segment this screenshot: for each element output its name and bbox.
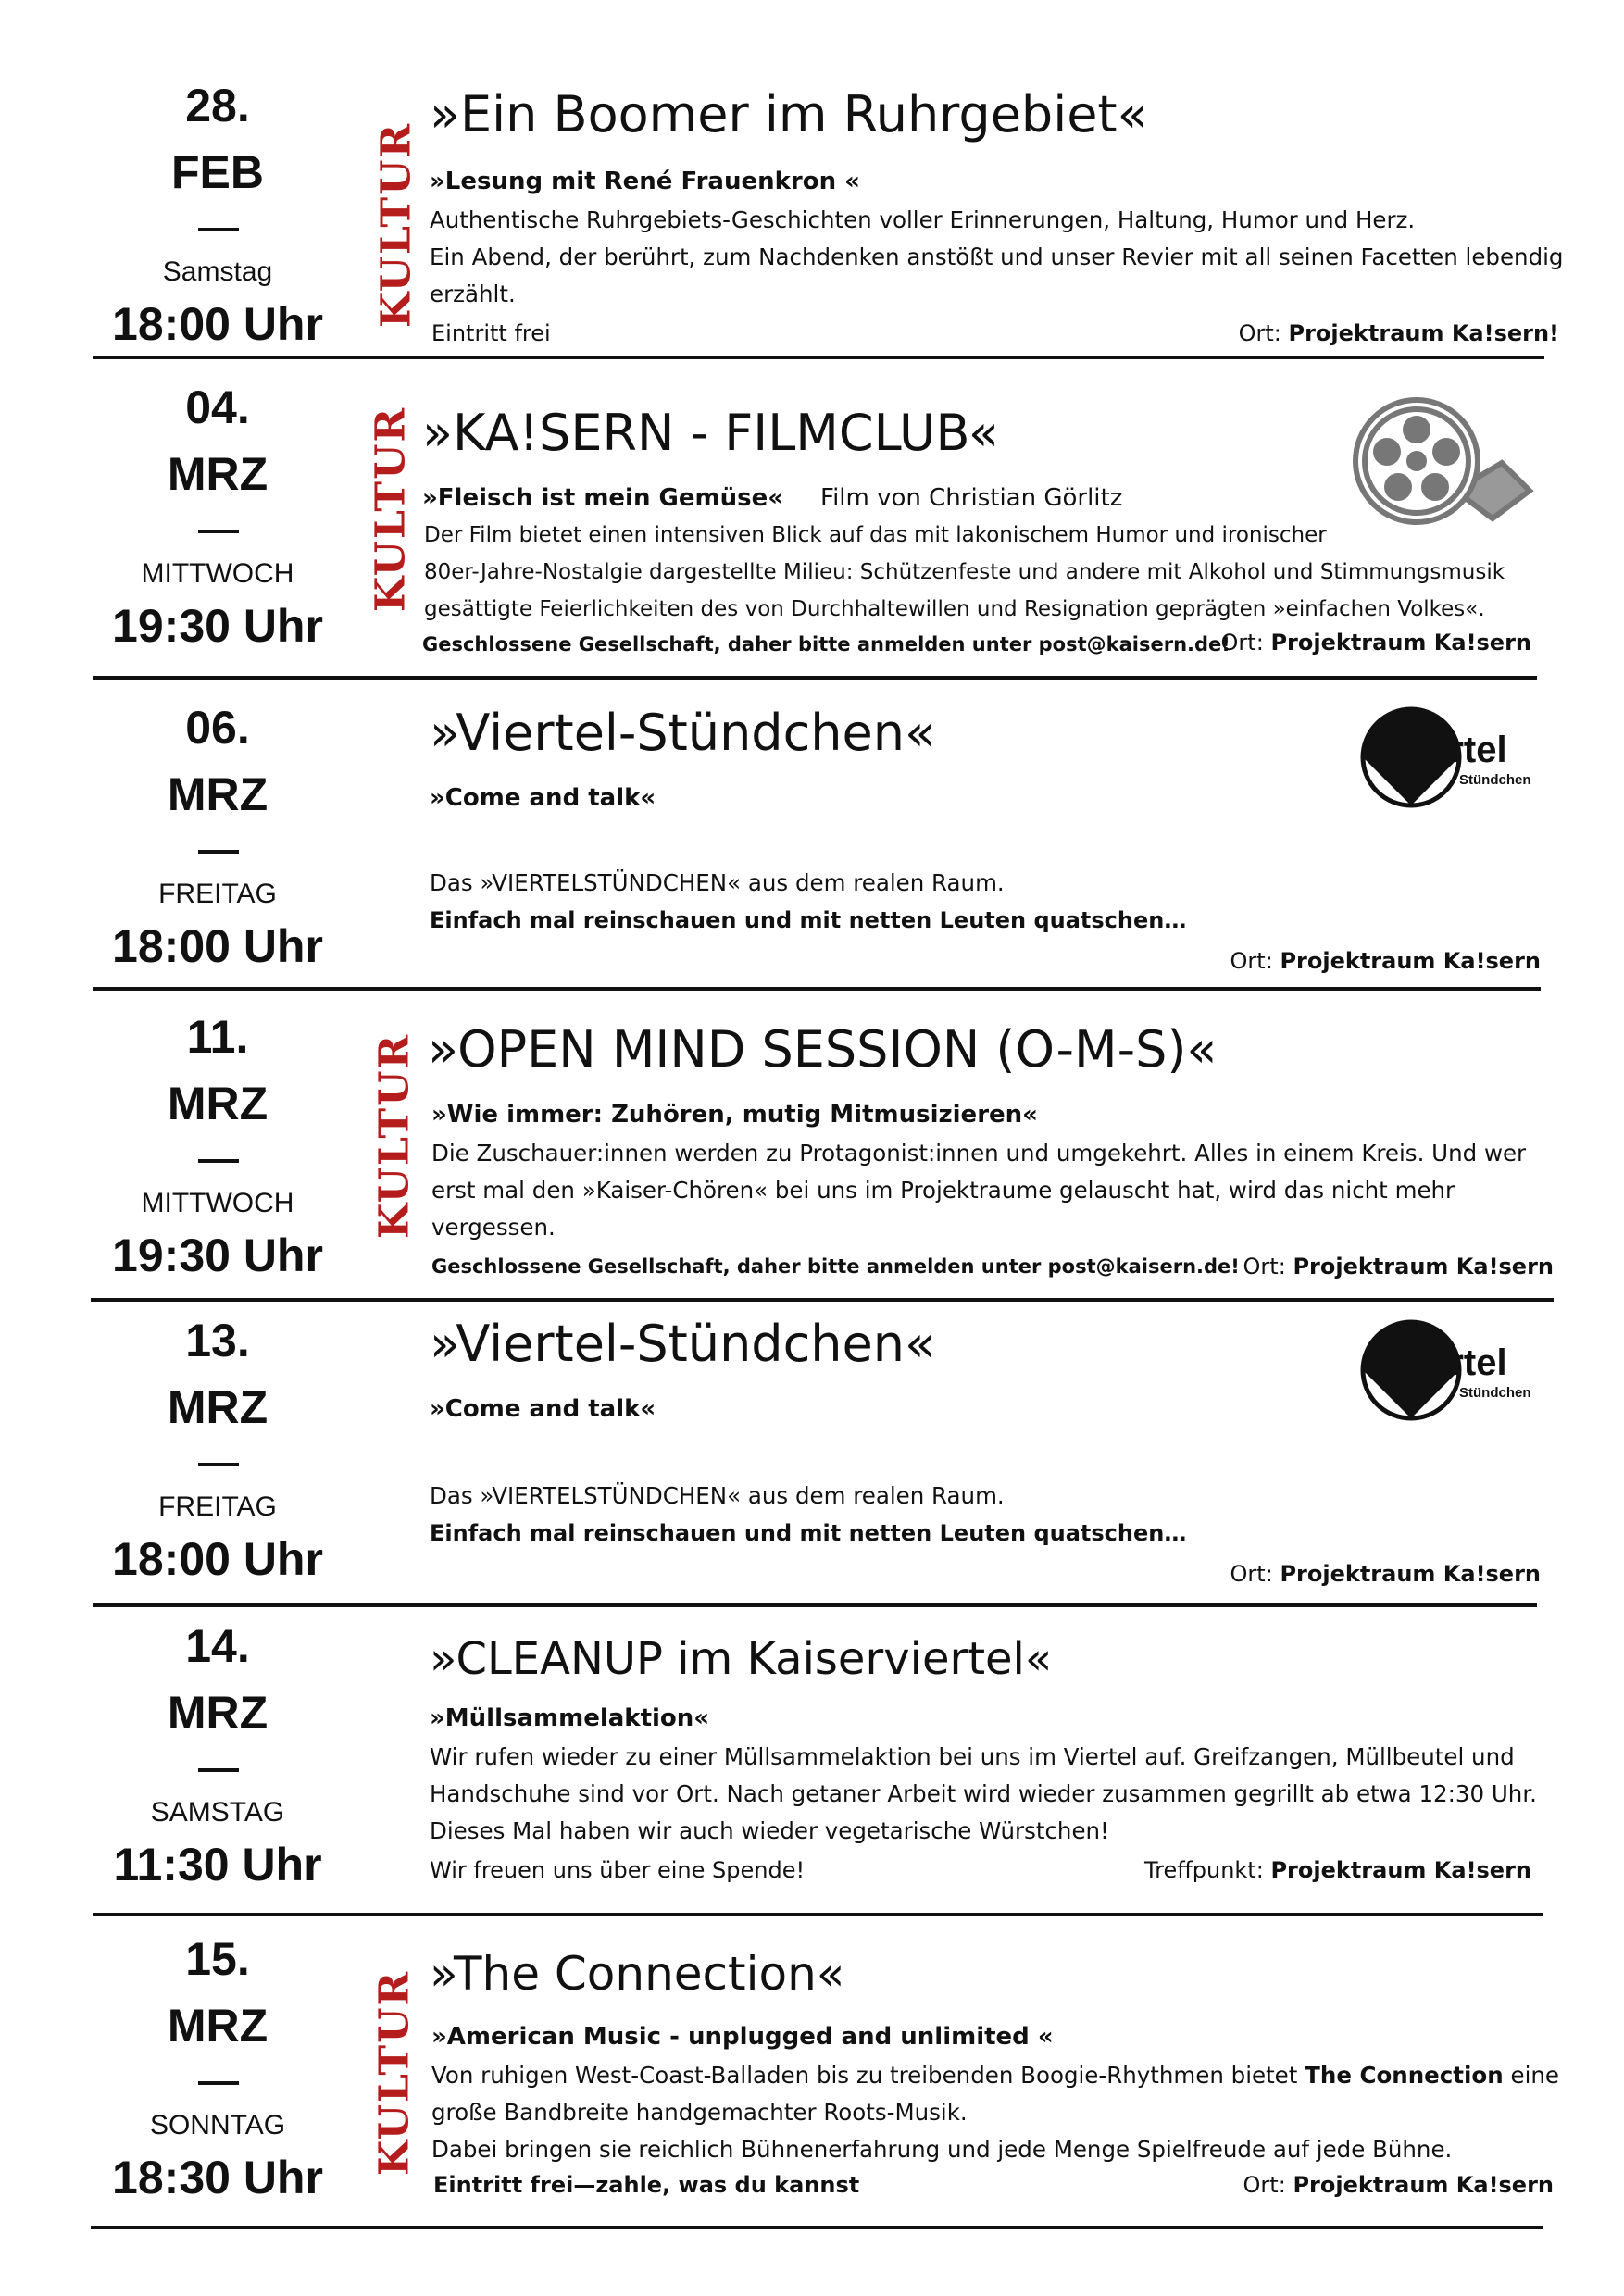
- event-location: Ort: Projektraum Ka!sern: [1243, 1254, 1554, 1279]
- event-month: MRZ: [167, 768, 269, 820]
- event-subtitle: »Fleisch ist mein Gemüse« Film von Christian Görlitz: [422, 484, 1123, 512]
- event-date: [93, 1307, 343, 1587]
- dash-divider: [93, 1137, 343, 1181]
- event-time: 18:00 Uhr: [112, 1533, 323, 1585]
- dash-divider: [93, 507, 343, 552]
- event-footer: Eintritt frei—zahle, was du kannst: [433, 2172, 860, 2198]
- logo-word: iertel: [1418, 730, 1507, 770]
- event-date: [93, 374, 343, 654]
- event-subtitle: »Come and talk«: [430, 1395, 656, 1423]
- event-title: »The Connection«: [430, 1947, 845, 2001]
- event-day: 04.: [185, 381, 250, 433]
- event-day: 28.: [185, 80, 250, 131]
- event-title: »Viertel-Stündchen«: [430, 704, 935, 762]
- separator-line: [93, 356, 1544, 359]
- event-date: [93, 1926, 343, 2205]
- separator-line: [93, 1603, 1537, 1607]
- event-title: »OPEN MIND SESSION (O-M-S)«: [428, 1020, 1218, 1079]
- dash-divider: [93, 2059, 343, 2103]
- event-day: 13.: [185, 1315, 250, 1366]
- event-weekday: FREITAG: [158, 1491, 277, 1522]
- event-month: MRZ: [167, 2000, 269, 2052]
- event-month: MRZ: [167, 448, 269, 500]
- separator-line: [93, 676, 1537, 680]
- event-description: Das »VIERTELSTÜNDCHEN« aus dem realen Raum.: [430, 1482, 1005, 1509]
- event-footer: Einfach mal reinschauen und mit netten Leuten quatschen…: [430, 1520, 1187, 1546]
- event-subtitle: »Müllsammelaktion«: [430, 1704, 710, 1732]
- event-time: 18:30 Uhr: [112, 2152, 323, 2203]
- event-title: »Viertel-Stündchen«: [430, 1315, 935, 1373]
- event-day: 15.: [185, 1933, 250, 1985]
- separator-line: [93, 1913, 1543, 1916]
- event-time: 18:00 Uhr: [112, 298, 323, 350]
- dash-divider: [93, 1746, 343, 1791]
- event-description: Wir rufen wieder zu einer Müllsammelaktion bei uns im Viertel auf. Greifzangen, Müllbeutel und Handschuhe sind vor Ort. Nach getaner Arbeit wird wieder zusammen gegrillt ab etwa 12:30 Uhr. Dieses Mal haben wir auch wieder vegetarische Würstchen!: [430, 1743, 1537, 1844]
- event-time: 11:30 Uhr: [113, 1839, 322, 1890]
- event-footer: Geschlossene Gesellschaft, daher bitte anmelden unter post@kaisern.de!: [431, 1255, 1240, 1278]
- event-title: »CLEANUP im Kaiserviertel«: [430, 1633, 1053, 1685]
- separator-line: [91, 1298, 1554, 1302]
- viertel-stuendchen-logo: [1359, 702, 1554, 822]
- event-title: »Ein Boomer im Ruhrgebiet«: [430, 85, 1148, 144]
- event-location: Ort: Projektraum Ka!sern: [1243, 2172, 1554, 2198]
- event-date: [93, 72, 343, 352]
- event-footer: Geschlossene Gesellschaft, daher bitte anmelden unter post@kaisern.de!: [422, 633, 1230, 655]
- event-weekday: FREITAG: [158, 879, 277, 909]
- event-description: Authentische Ruhrgebiets-Geschichten voller Erinnerungen, Haltung, Humor und Herz. Ein Abend, der berührt, zum Nachdenken anstößt und unser Revier mit all seinen Facetten lebendig erzählt.: [430, 206, 1564, 307]
- event-location: Ort: Projektraum Ka!sern: [1230, 948, 1541, 974]
- event-day: 14.: [185, 1620, 250, 1672]
- event-day: 06.: [185, 702, 250, 754]
- event-subtitle: »Lesung mit René Frauenkron «: [430, 168, 860, 195]
- event-weekday: MITTWOCH: [141, 558, 294, 589]
- event-location: Ort: Projektraum Ka!sern: [1230, 1561, 1541, 1587]
- event-subtitle: »American Music - unplugged and unlimited «: [431, 2023, 1054, 2051]
- dash-divider: [93, 206, 343, 250]
- logo-sub: Stündchen: [1459, 1385, 1531, 1401]
- logo-sub: Stündchen: [1459, 772, 1531, 788]
- event-time: 18:00 Uhr: [112, 920, 323, 972]
- event-description: Die Zuschauer:innen werden zu Protagonist:innen und umgekehrt. Alles in einem Kreis. Und wer erst mal den »Kaiser-Chören« bei uns im Projektraume gelauscht hat, wird das nicht mehr vergessen.: [431, 1140, 1527, 1241]
- event-day: 11.: [186, 1011, 249, 1063]
- event-footer: Einfach mal reinschauen und mit netten Leuten quatschen…: [430, 907, 1187, 933]
- event-subtitle: »Come and talk«: [430, 784, 656, 812]
- event-footer: Eintritt frei: [431, 320, 551, 346]
- event-subtitle: »Wie immer: Zuhören, mutig Mitmusizieren«: [431, 1101, 1038, 1129]
- event-date: [93, 1613, 343, 1892]
- separator-line: [93, 987, 1541, 991]
- viertel-stuendchen-logo: [1359, 1315, 1554, 1435]
- event-month: MRZ: [167, 1381, 269, 1433]
- event-title: »KA!SERN - FILMCLUB«: [422, 404, 999, 462]
- event-location: Ort: Projektraum Ka!sern: [1220, 630, 1531, 655]
- logo-word: iertel: [1418, 1342, 1507, 1383]
- event-date: [93, 1004, 343, 1283]
- event-description: Das »VIERTELSTÜNDCHEN« aus dem realen Raum.: [430, 869, 1005, 896]
- dash-divider: [93, 828, 343, 872]
- separator-line: [91, 2226, 1543, 2229]
- event-month: MRZ: [167, 1078, 269, 1129]
- event-description: Der Film bietet einen intensiven Blick auf das mit lakonischem Humor und ironischer 80er-Jahre-Nostalgie dargestellte Milieu: Schützenfeste und andere mit Alkohol und Stimmungsmusik gesättigte Feierlichkeiten des von Durchhaltewillen und Resignation geprägten »einfachen Volkes«.: [424, 523, 1505, 621]
- event-month: MRZ: [167, 1687, 269, 1739]
- kultur-label: KULTUR: [370, 1969, 418, 2177]
- event-location: Ort: Projektraum Ka!sern!: [1238, 320, 1559, 346]
- dash-divider: [93, 1441, 343, 1485]
- event-weekday: SAMSTAG: [150, 1797, 285, 1828]
- event-location: Treffpunkt: Projektraum Ka!sern: [1143, 1857, 1531, 1883]
- kultur-label: KULTUR: [367, 406, 415, 613]
- event-month: FEB: [171, 146, 264, 198]
- event-time: 19:30 Uhr: [112, 600, 323, 652]
- event-date: [93, 694, 343, 974]
- event-weekday: Samstag: [162, 256, 273, 287]
- kultur-label: KULTUR: [372, 121, 420, 329]
- kultur-label: KULTUR: [370, 1032, 418, 1240]
- event-weekday: MITTWOCH: [141, 1188, 294, 1218]
- film-reel-icon: [1344, 389, 1539, 537]
- event-time: 19:30 Uhr: [112, 1229, 323, 1281]
- event-footer: Wir freuen uns über eine Spende!: [430, 1857, 806, 1883]
- event-weekday: SONNTAG: [149, 2110, 286, 2140]
- event-description: Von ruhigen West-Coast-Balladen bis zu treibenden Boogie-Rhythmen bietet The Connection eine große Bandbreite handgemachter Roots-Musik. Dabei bringen sie reichlich Bühnenerfahrung und jede Menge Spielfreude auf jede Bühne.: [431, 2062, 1559, 2163]
